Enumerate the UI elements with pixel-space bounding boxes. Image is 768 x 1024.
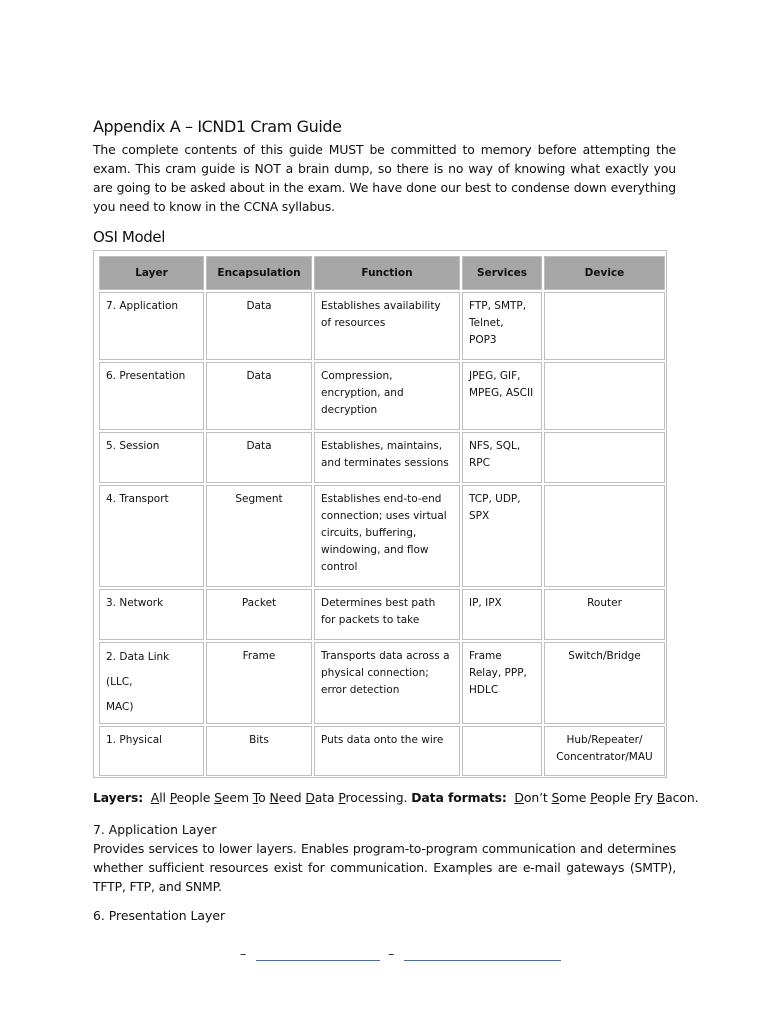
layer-cell: 4. Transport xyxy=(99,485,204,587)
osi-model-heading: OSI Model xyxy=(93,228,165,246)
encapsulation-cell: Data xyxy=(206,432,312,483)
column-header: Device xyxy=(544,256,665,290)
encapsulation-cell: Segment xyxy=(206,485,312,587)
formats-mnemonic xyxy=(514,790,694,805)
device-cell: Router xyxy=(544,589,665,640)
application-layer-paragraph: Provides services to lower layers. Enables program-to-program communication and determines whether sufficient resources exist for communication. Examples are e-mail gateways (SMTP), TFTP, FTP, and SNMP. xyxy=(93,841,676,894)
layer-cell: 1. Physical xyxy=(99,726,204,776)
table-row xyxy=(99,589,665,640)
encapsulation-cell: Data xyxy=(206,292,312,360)
device-cell xyxy=(544,362,665,430)
function-cell: Transports data across a physical connection; error detection xyxy=(314,642,460,724)
footer-link[interactable] xyxy=(256,948,380,961)
page-title: Appendix A – ICND1 Cram Guide xyxy=(93,117,342,136)
column-header: Encapsulation xyxy=(206,256,312,290)
function-cell: Establishes availability of resources xyxy=(314,292,460,360)
osi-table-frame xyxy=(93,250,667,778)
presentation-layer-heading: 6. Presentation Layer xyxy=(93,908,226,923)
layers-label: Layers xyxy=(93,790,139,805)
function-cell: Determines best path for packets to take xyxy=(314,589,460,640)
mnemonic-word: Don’t xyxy=(514,790,548,805)
services-cell xyxy=(462,726,542,776)
layers-mnemonic xyxy=(151,790,404,805)
table-row xyxy=(99,292,665,360)
layer-cell: 7. Application xyxy=(99,292,204,360)
footer-dash: – xyxy=(388,946,395,961)
mnemonic-word: Processing xyxy=(338,790,404,805)
footer-link[interactable] xyxy=(404,948,561,961)
function-cell: Establishes end-to-end connection; uses virtual circuits, buffering, windowing, and flow control xyxy=(314,485,460,587)
layer-cell: 6. Presentation xyxy=(99,362,204,430)
table-row xyxy=(99,485,665,587)
table-row xyxy=(99,362,665,430)
services-cell: IP, IPX xyxy=(462,589,542,640)
mnemonic-word: Bacon xyxy=(656,790,695,805)
formats-label: Data formats: xyxy=(411,790,507,805)
mnemonic-word: People xyxy=(169,790,211,805)
table-row xyxy=(99,726,665,776)
encapsulation-cell: Data xyxy=(206,362,312,430)
mnemonic-word: Some xyxy=(551,790,587,805)
services-cell: FTP, SMTP, Telnet, POP3 xyxy=(462,292,542,360)
services-cell: TCP, UDP, SPX xyxy=(462,485,542,587)
encapsulation-cell: Frame xyxy=(206,642,312,724)
column-header: Services xyxy=(462,256,542,290)
mnemonic-word: People xyxy=(590,790,631,805)
layer-cell: 2. Data Link (LLC, MAC) xyxy=(99,642,204,724)
function-cell: Puts data onto the wire xyxy=(314,726,460,776)
services-cell: Frame Relay, PPP, HDLC xyxy=(462,642,542,724)
encapsulation-cell: Bits xyxy=(206,726,312,776)
mnemonic-word: Need xyxy=(269,790,302,805)
mnemonic-word: Data xyxy=(305,790,335,805)
device-cell xyxy=(544,432,665,483)
layer-cell: 5. Session xyxy=(99,432,204,483)
osi-mnemonic: Layers: All People Seem To Need Data Processing. Data formats: Don’t Some People Fry Bacon. xyxy=(93,790,699,805)
intro-paragraph: The complete contents of this guide MUST be committed to memory before attempting the exam. This cram guide is NOT a brain dump, so there is no way of knowing what exactly you are going to be asked about in the exam. We have done our best to condense down everything you need to know in the CCNA syllabus. xyxy=(93,142,676,214)
mnemonic-word: All xyxy=(150,790,166,805)
osi-table xyxy=(97,254,667,778)
function-cell: Establishes, maintains, and terminates sessions xyxy=(314,432,460,483)
footer-dash: – xyxy=(240,946,247,961)
column-header: Function xyxy=(314,256,460,290)
table-header-row xyxy=(99,256,665,290)
device-cell: Switch/Bridge xyxy=(544,642,665,724)
mnemonic-word: To xyxy=(252,790,266,805)
application-layer-heading: 7. Application Layer xyxy=(93,822,217,837)
encapsulation-cell: Packet xyxy=(206,589,312,640)
services-cell: JPEG, GIF, MPEG, ASCII xyxy=(462,362,542,430)
mnemonic-word: Seem xyxy=(214,790,249,805)
function-cell: Compression, encryption, and decryption xyxy=(314,362,460,430)
device-cell xyxy=(544,485,665,587)
device-cell xyxy=(544,292,665,360)
mnemonic-word: Fry xyxy=(634,790,653,805)
footer xyxy=(240,946,561,961)
table-row xyxy=(99,642,665,724)
table-row xyxy=(99,432,665,483)
layer-cell: 3. Network xyxy=(99,589,204,640)
services-cell: NFS, SQL, RPC xyxy=(462,432,542,483)
column-header: Layer xyxy=(99,256,204,290)
device-cell: Hub/Repeater/ Concentrator/MAU xyxy=(544,726,665,776)
